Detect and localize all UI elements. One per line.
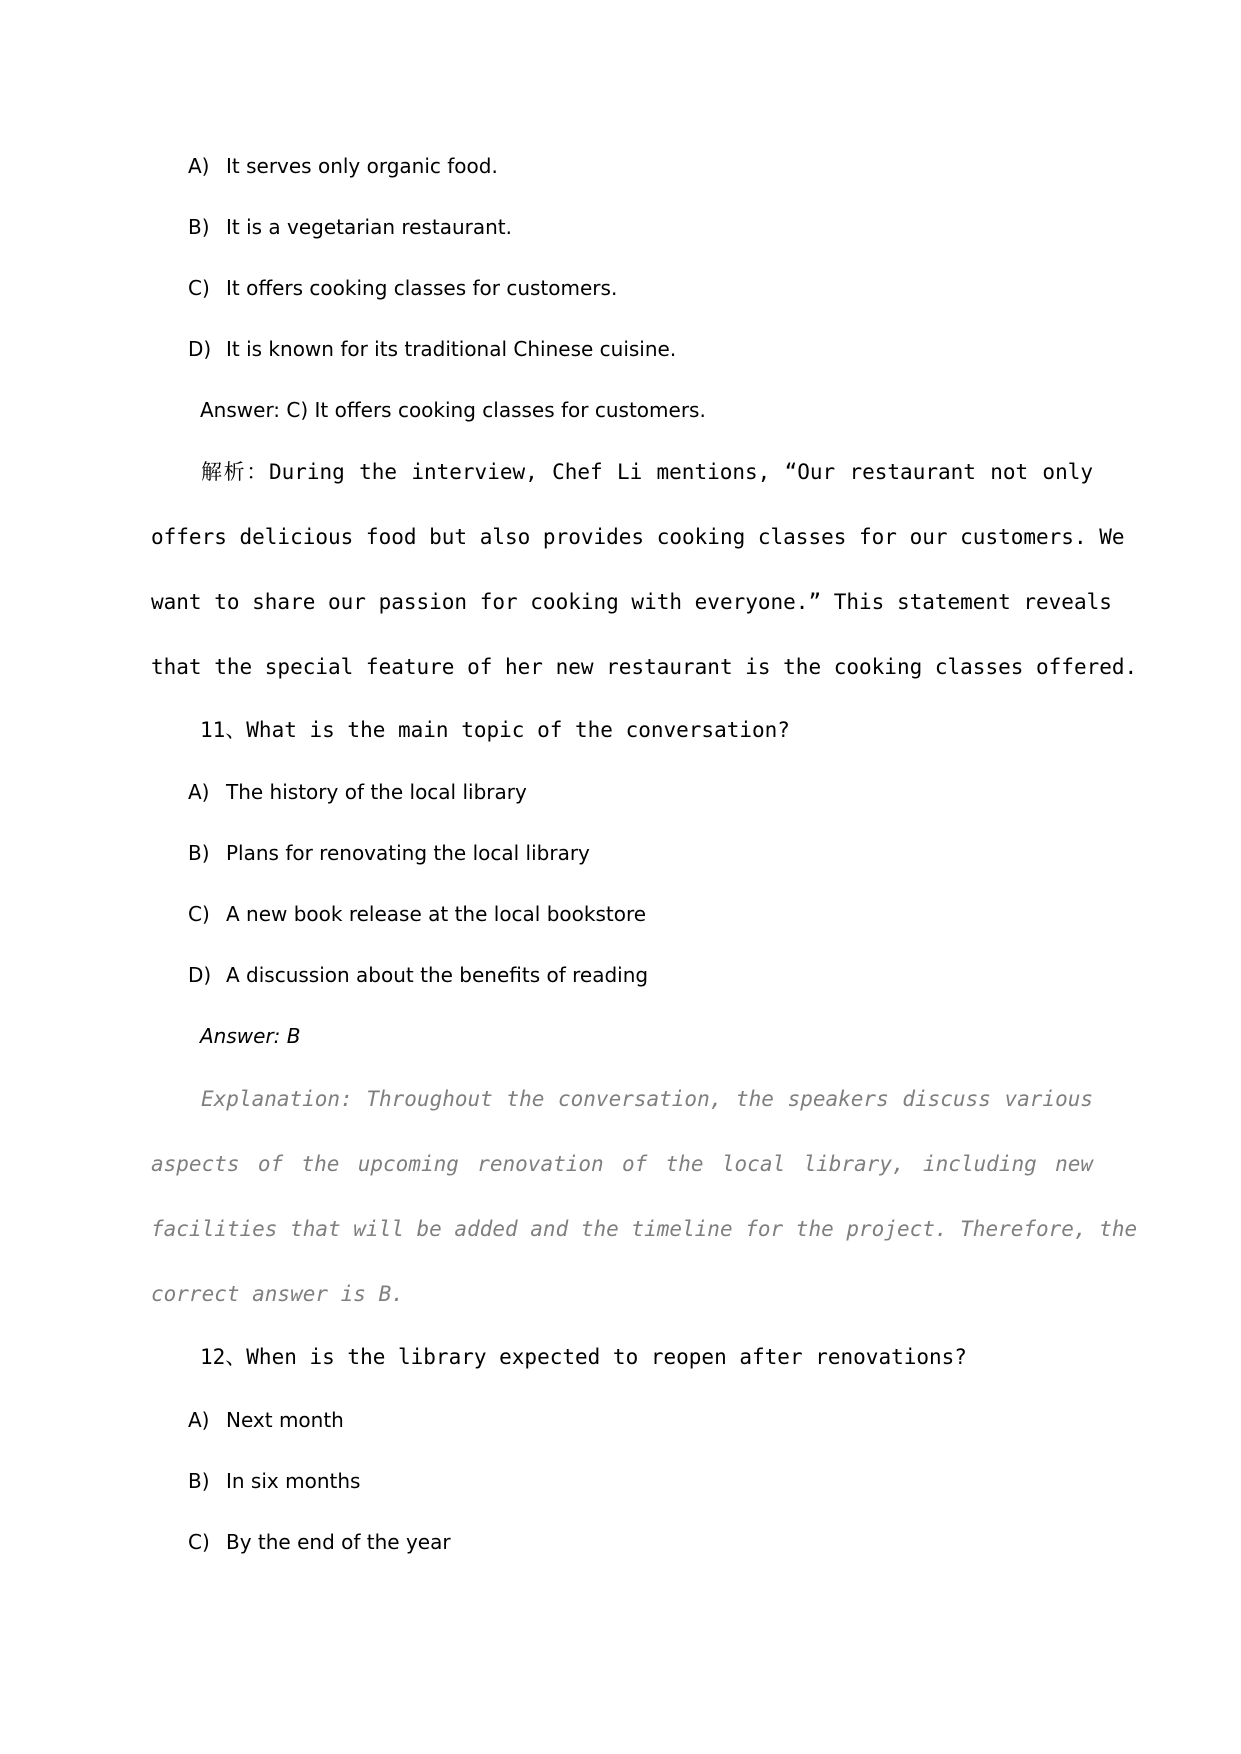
option-letter: B): [188, 841, 210, 865]
option-text: The history of the local library: [226, 780, 527, 804]
q12-option-c: [188, 1528, 451, 1556]
explanation-line: aspects of the upcoming renovation of the local library, including new: [151, 1152, 1093, 1176]
option-letter: C): [188, 276, 210, 300]
q12-option-b: [188, 1467, 360, 1495]
q11-option-c: [188, 900, 646, 928]
explanation-line: facilities that will be added and the timeline for the project. Therefore, the: [151, 1217, 1138, 1241]
analysis-line: want to share our passion for cooking with everyone.” This statement reveals: [151, 590, 1112, 614]
option-text: It offers cooking classes for customers.: [226, 276, 618, 300]
q10-option-c: [188, 274, 617, 302]
q11-answer: Answer: B: [200, 1024, 301, 1048]
q10-option-d: [188, 335, 676, 363]
option-letter: A): [188, 780, 210, 804]
option-letter: B): [188, 1469, 210, 1493]
q11-explanation: [151, 1067, 1138, 1327]
q11-option-b: [188, 839, 590, 867]
explanation-line: correct answer is B.: [151, 1282, 404, 1306]
q12-option-a: [188, 1406, 344, 1434]
q11-option-a: [188, 778, 527, 806]
option-text: A discussion about the benefits of reading: [226, 963, 649, 987]
option-text: It serves only organic food.: [226, 154, 498, 178]
option-letter: C): [188, 1530, 210, 1554]
q10-option-a: [188, 152, 498, 180]
option-letter: A): [188, 1408, 210, 1432]
option-text: It is a vegetarian restaurant.: [226, 215, 512, 239]
option-letter: B): [188, 215, 210, 239]
option-text: Plans for renovating the local library: [226, 841, 590, 865]
option-text: A new book release at the local bookstore: [226, 902, 647, 926]
option-text: It is known for its traditional Chinese cuisine.: [226, 337, 677, 361]
option-letter: C): [188, 902, 210, 926]
analysis-line: 解析：During the interview, Chef Li mentions, “Our restaurant not only: [201, 460, 1093, 484]
analysis-line: offers delicious food but also provides cooking classes for our customers. We: [151, 525, 1125, 549]
q10-option-b: [188, 213, 512, 241]
q10-analysis: [151, 440, 1138, 700]
q12-question: 12、When is the library expected to reopen after renovations?: [200, 1345, 967, 1369]
explanation-line: Explanation: Throughout the conversation, the speakers discuss various: [201, 1087, 1093, 1111]
analysis-line: that the special feature of her new restaurant is the cooking classes offered.: [151, 655, 1138, 679]
option-letter: A): [188, 154, 210, 178]
q11-option-d: [188, 961, 648, 989]
option-text: By the end of the year: [226, 1530, 451, 1554]
q10-answer: Answer: C) It offers cooking classes for customers.: [200, 398, 706, 422]
q11-question: 11、What is the main topic of the conversation?: [200, 718, 790, 742]
option-letter: D): [188, 337, 212, 361]
option-letter: D): [188, 963, 212, 987]
option-text: In six months: [226, 1469, 361, 1493]
option-text: Next month: [226, 1408, 344, 1432]
